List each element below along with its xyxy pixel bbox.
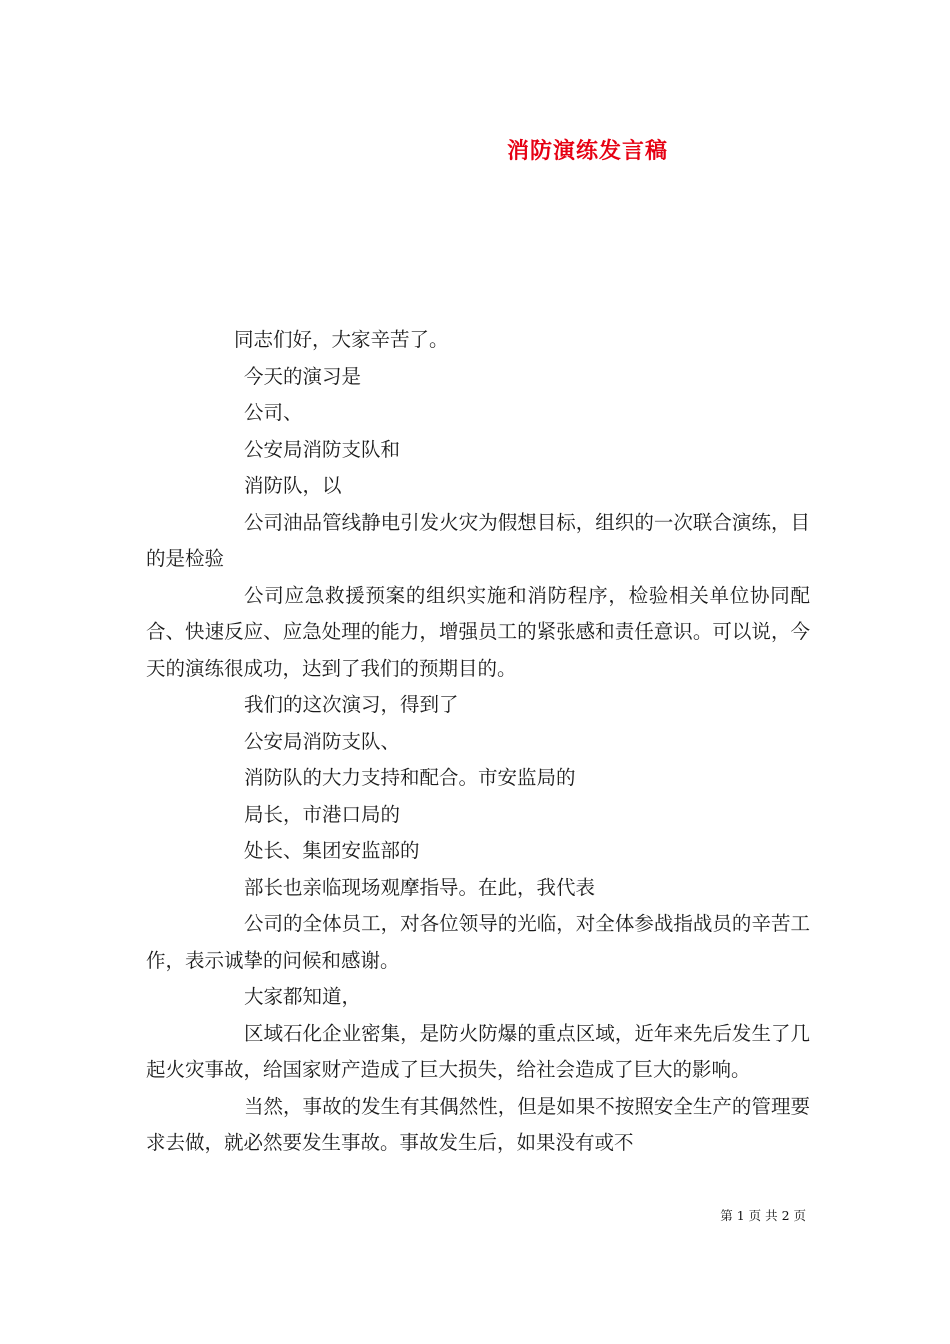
document-body <box>146 322 810 1162</box>
paragraph: 公司油品管线静电引发火灾为假想目标，组织的一次联合演练，目的是检验 <box>146 510 810 570</box>
paragraph: 处长、集团安监部的 <box>244 839 420 862</box>
page-number-footer: 第 1 页 共 2 页 <box>720 1208 806 1223</box>
paragraph: 区域石化企业密集，是防火防爆的重点区域，近年来先后发生了几起火灾事故，给国家财产造成了巨大损失，给社会造成了巨大的影响。 <box>146 1021 810 1081</box>
paragraph: 公安局消防支队和 <box>244 437 401 461</box>
paragraph: 局长，市港口局的 <box>244 802 401 826</box>
paragraph: 公司、 <box>244 401 303 424</box>
paragraph: 公司的全体员工，对各位领导的光临，对全体参战指战员的辛苦工作，表示诚挚的问候和感谢。 <box>146 912 810 972</box>
paragraph-greeting: 同志们好，大家辛苦了。 <box>234 328 449 351</box>
paragraph: 当然，事故的发生有其偶然性，但是如果不按照安全生产的管理要求去做，就必然要发生事故。事故发生后，如果没有或不 <box>146 1094 810 1154</box>
paragraph: 我们的这次演习，得到了 <box>244 693 459 716</box>
paragraph: 消防队，以 <box>244 474 342 497</box>
paragraph: 大家都知道， <box>244 985 362 1008</box>
paragraph: 今天的演习是 <box>244 364 362 388</box>
paragraph: 公司应急救援预案的组织实施和消防程序，检验相关单位协同配合、快速反应、应急处理的能力，增强员工的紧张感和责任意识。可以说，今天的演练很成功，达到了我们的预期目的。 <box>146 583 810 680</box>
paragraph: 消防队的大力支持和配合。市安监局的 <box>244 766 576 789</box>
paragraph: 公安局消防支队、 <box>244 729 401 753</box>
document-title: 消防演练发言稿 <box>507 138 669 164</box>
paragraph: 部长也亲临现场观摩指导。在此，我代表 <box>244 875 596 899</box>
